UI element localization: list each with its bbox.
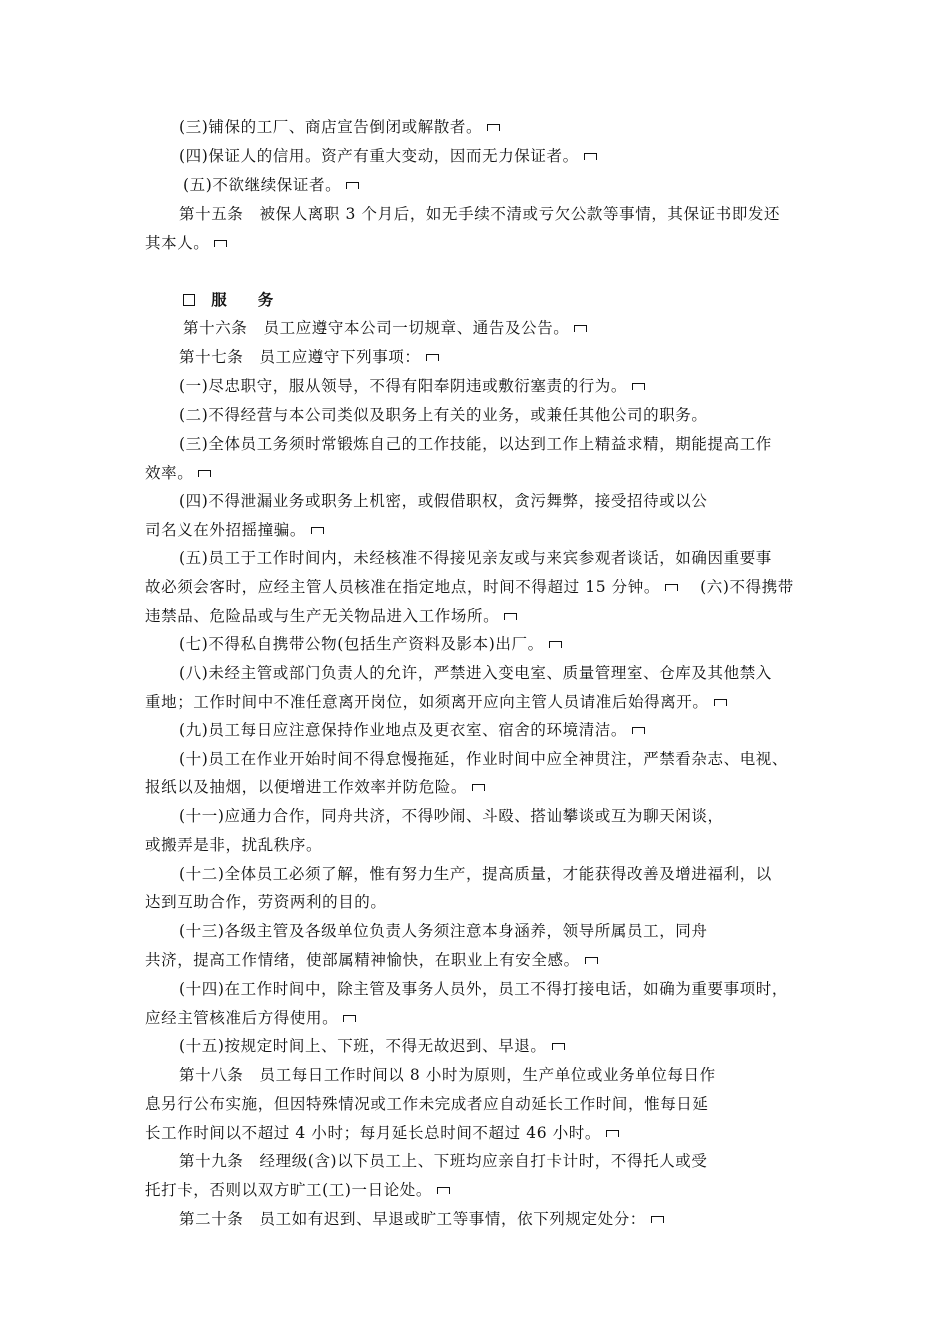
paragraph-mark-icon	[426, 354, 439, 361]
paragraph-mark-icon	[714, 699, 727, 706]
paragraph-mark-icon	[584, 153, 597, 160]
paragraph-mark-icon	[552, 1043, 565, 1050]
text-line: (七)不得私自携带公物(包括生产资料及影本)出厂。	[179, 634, 562, 654]
text-line: (四)保证人的信用。资产有重大变动，因而无力保证者。	[179, 146, 597, 166]
text-line: 第十六条 员工应遵守本公司一切规章、通告及公告。	[183, 318, 587, 338]
text-line: 违禁品、危险品或与生产无关物品进入工作场所。	[145, 606, 517, 626]
text-line: 重地；工作时间中不准任意离开岗位，如须离开应向主管人员请准后始得离开。	[145, 692, 727, 712]
text-line: 托打卡，否则以双方旷工(工)一日论处。	[145, 1180, 450, 1200]
paragraph-mark-icon	[472, 784, 485, 791]
paragraph-mark-icon	[346, 182, 359, 189]
paragraph-mark-icon	[311, 527, 324, 534]
text-line: 报纸以及抽烟，以便增进工作效率并防危险。	[145, 777, 485, 797]
paragraph-mark-icon	[585, 957, 598, 964]
text-line: 其本人。	[145, 233, 227, 253]
paragraph-mark-icon	[632, 383, 645, 390]
text-line: 应经主管核准后方得使用。	[145, 1008, 356, 1028]
text-line: (九)员工每日应注意保持作业地点及更衣室、宿舍的环境清洁。	[179, 720, 645, 740]
text-line: (一)尽忠职守，服从领导，不得有阳奉阴违或敷衍塞责的行为。	[179, 376, 645, 396]
text-line: 第十七条 员工应遵守下列事项：	[179, 347, 439, 367]
paragraph-mark-icon	[504, 613, 517, 620]
text-line: (三)全体员工务须时常锻炼自己的工作技能，以达到工作上精益求精，期能提高工作	[179, 435, 772, 453]
text-line: 达到互助合作，劳资两利的目的。	[145, 893, 387, 911]
text-line: (十四)在工作时间中，除主管及事务人员外，员工不得打接电话，如确为重要事项时，	[179, 980, 788, 998]
paragraph-mark-icon	[665, 584, 678, 591]
text-line: 息另行公布实施，但因特殊情况或工作未完成者应自动延长工作时间，惟每日延	[145, 1095, 709, 1113]
paragraph-mark-icon	[606, 1130, 619, 1137]
text-line: 司名义在外招摇撞骗。	[145, 520, 324, 540]
text-line: (十三)各级主管及各级单位负责人务须注意本身涵养，领导所属员工，同舟	[179, 922, 708, 940]
paragraph-mark-icon	[343, 1015, 356, 1022]
text-line: 共济，提高工作情绪，使部属精神愉快，在职业上有安全感。	[145, 950, 598, 970]
text-line: (三)铺保的工厂、商店宣告倒闭或解散者。	[179, 117, 500, 137]
text-line: 第十九条 经理级(含)以下员工上、下班均应亲自打卡计时，不得托人或受	[179, 1152, 708, 1170]
paragraph-mark-icon	[487, 124, 500, 131]
text-line: (十五)按规定时间上、下班，不得无故迟到、早退。	[179, 1036, 565, 1056]
text-line: (二)不得经营与本公司类似及职务上有关的业务，或兼任其他公司的职务。	[179, 406, 708, 424]
paragraph-mark-icon	[198, 470, 211, 477]
paragraph-mark-icon	[214, 240, 227, 247]
paragraph-mark-icon	[549, 641, 562, 648]
paragraph-mark-icon	[437, 1187, 450, 1194]
text-line: (十一)应通力合作，同舟共济，不得吵闹、斗殴、搭讪攀谈或互为聊天闲谈，	[179, 807, 724, 825]
paragraph-mark-icon	[651, 1216, 664, 1223]
text-line: (五)员工于工作时间内，未经核准不得接见亲友或与来宾参观者谈话，如确因重要事	[179, 549, 772, 567]
text-line: 效率。	[145, 463, 211, 483]
text-line: (十)员工在作业开始时间不得怠慢拖延，作业时间中应全神贯注，严禁看杂志、电视、	[179, 750, 788, 768]
text-line: 故必须会客时，应经主管人员核准在指定地点，时间不得超过 15 分钟。 (六)不得携带	[145, 578, 794, 596]
section-title: 服 务	[183, 290, 273, 310]
text-line: 第十五条 被保人离职 3 个月后，如无手续不清或亏欠公款等事情，其保证书即发还	[179, 205, 781, 223]
text-line: 长工作时间以不超过 4 小时；每月延长总时间不超过 46 小时。	[145, 1123, 619, 1143]
text-line: (四)不得泄漏业务或职务上机密，或假借职权，贪污舞弊，接受招待或以公	[179, 492, 708, 510]
text-line: 或搬弄是非，扰乱秩序。	[145, 836, 323, 854]
paragraph-mark-icon	[574, 325, 587, 332]
text-line: (十二)全体员工必须了解，惟有努力生产，提高质量，才能获得改善及增进福利，以	[179, 865, 772, 883]
text-line: (五)不欲继续保证者。	[183, 175, 359, 195]
checkbox-square-icon	[183, 294, 195, 306]
text-line: 第十八条 员工每日工作时间以 8 小时为原则，生产单位或业务单位每日作	[179, 1066, 716, 1084]
paragraph-mark-icon	[632, 727, 645, 734]
text-line: (八)未经主管或部门负责人的允许，严禁进入变电室、质量管理室、仓库及其他禁入	[179, 664, 772, 682]
text-line: 第二十条 员工如有迟到、早退或旷工等事情，依下列规定处分：	[179, 1209, 664, 1229]
